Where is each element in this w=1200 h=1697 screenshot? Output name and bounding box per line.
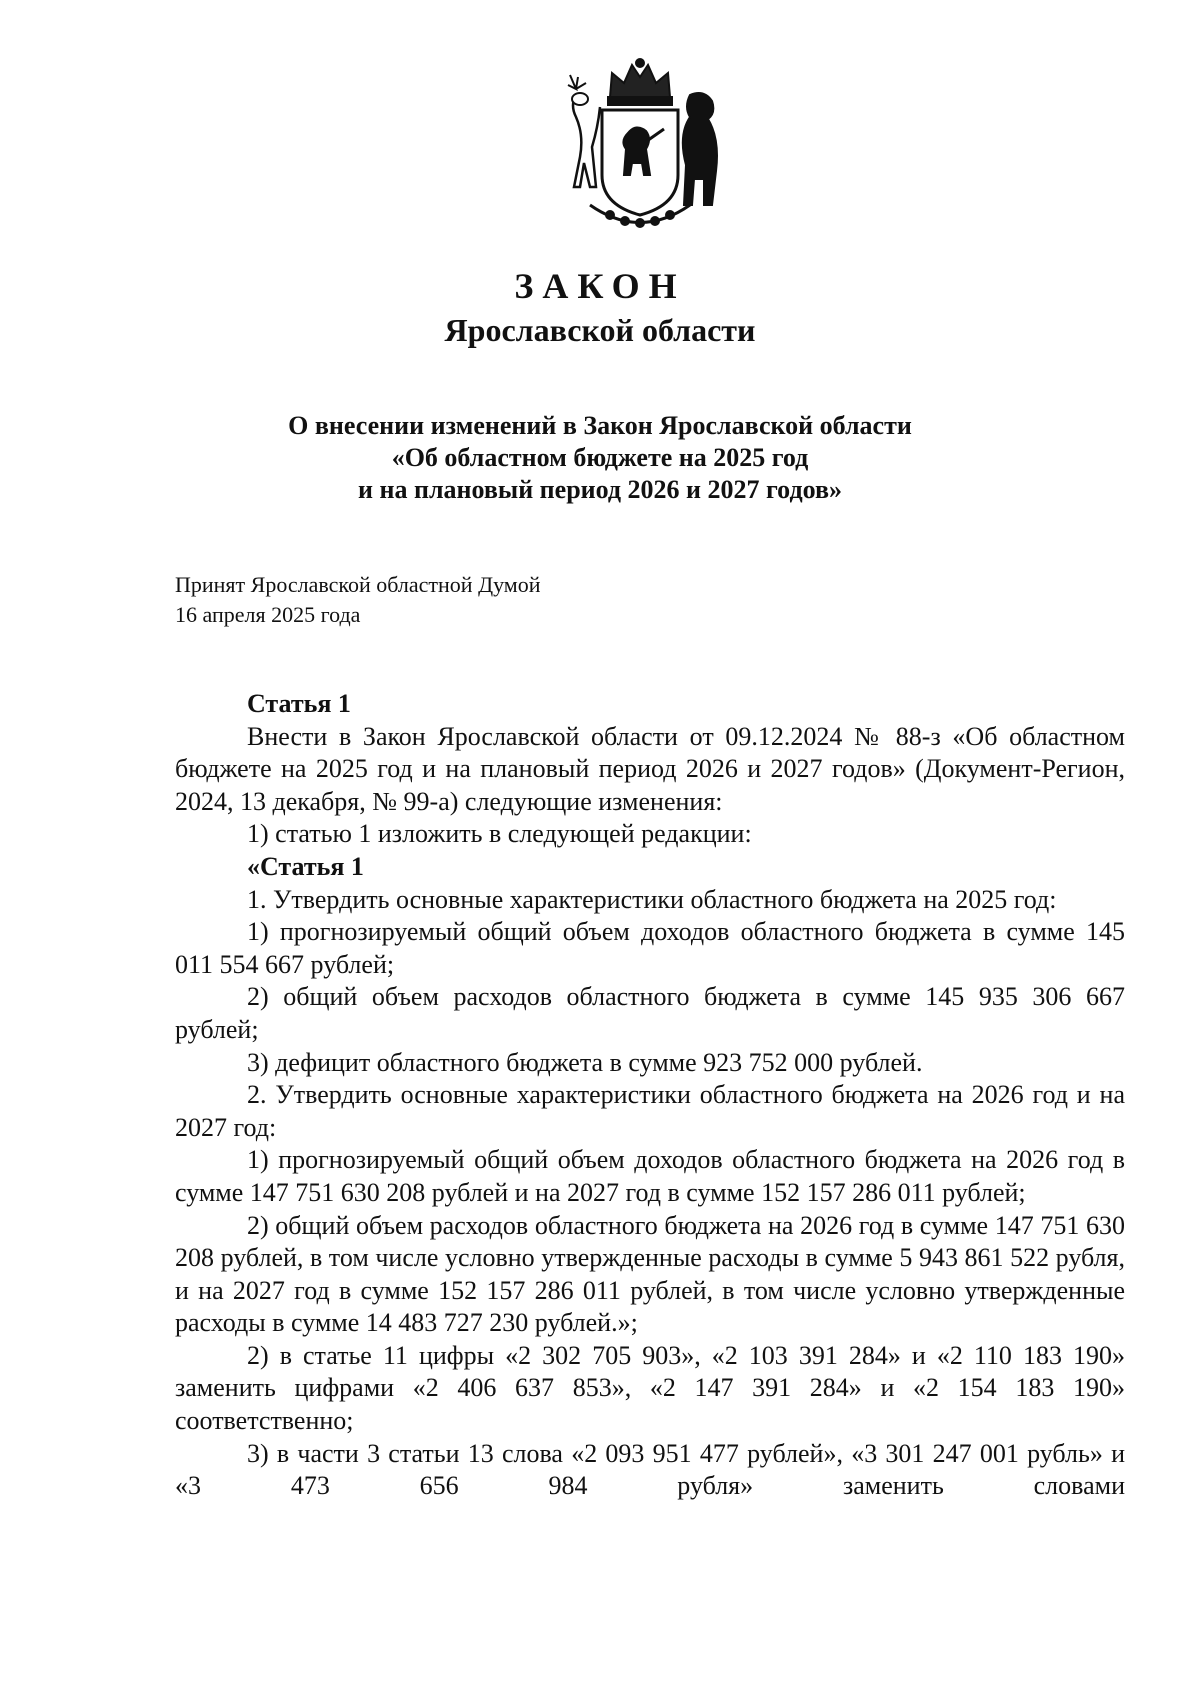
quoted-article-heading: «Статья 1 — [247, 851, 364, 881]
document-body — [175, 688, 1125, 1503]
subject-line-2: «Об областном бюджете на 2025 год — [391, 443, 809, 472]
adopted-date: 16 апреля 2025 года — [175, 602, 361, 627]
law-subject — [0, 410, 1200, 506]
document-region: Ярославской области — [444, 312, 756, 348]
paragraph: 1) статью 1 изложить в следующей редакции: — [247, 819, 752, 849]
paragraph: 2) общий объем расходов областного бюджета на 2026 год в сумме 147 751 630 208 рублей, в том числе условно утвержденные расходы в сумме 5 943 861 522 рубля, и на 2027 год в сумме 152 157 286 011 рублей, в том числе условно утвержденные расходы в сумме 14 483 727 230 рублей.»; — [175, 1210, 1125, 1338]
coat-of-arms-emblem — [540, 55, 740, 235]
paragraph: 1) прогнозируемый общий объем доходов областного бюджета в сумме 145 011 554 667 рублей; — [175, 917, 1125, 979]
paragraph: 2) общий объем расходов областного бюджета в сумме 145 935 306 667 рублей; — [175, 982, 1125, 1044]
adoption-note — [175, 570, 541, 630]
adopted-by: Принят Ярославской областной Думой — [175, 572, 541, 597]
paragraph: 2. Утвердить основные характеристики областного бюджета на 2026 год и на 2027 год: — [175, 1080, 1125, 1142]
paragraph: 1. Утвердить основные характеристики областного бюджета на 2025 год: — [247, 884, 1057, 914]
paragraph: 2) в статье 11 цифры «2 302 705 903», «2 103 391 284» и «2 110 183 190» заменить цифрами «2 406 637 853», «2 147 391 284» и «2 154 183 190» соответственно; — [175, 1340, 1125, 1436]
paragraph: 1) прогнозируемый общий объем доходов областного бюджета на 2026 год в сумме 147 751 630 208 рублей и на 2027 год в сумме 152 157 286 011 рублей; — [175, 1145, 1125, 1207]
paragraph: 3) в части 3 статьи 13 слова «2 093 951 477 рублей», «3 301 247 001 рубль» и «3 473 656 984 рубля» заменить словами — [175, 1438, 1125, 1501]
article-heading: Статья 1 — [247, 689, 351, 718]
document-title: ЗАКОН — [514, 266, 686, 306]
paragraph: 3) дефицит областного бюджета в сумме 923 752 000 рублей. — [247, 1047, 923, 1077]
subject-line-1: О внесении изменений в Закон Ярославской области — [288, 411, 912, 440]
paragraph: Внести в Закон Ярославской области от 09.12.2024 № 88-з «Об областном бюджете на 2025 год и на плановый период 2026 и 2027 годов» (Документ-Регион, 2024, 13 декабря, № 99-а) следующие изменения: — [175, 721, 1125, 816]
subject-line-3: и на плановый период 2026 и 2027 годов» — [358, 475, 842, 504]
